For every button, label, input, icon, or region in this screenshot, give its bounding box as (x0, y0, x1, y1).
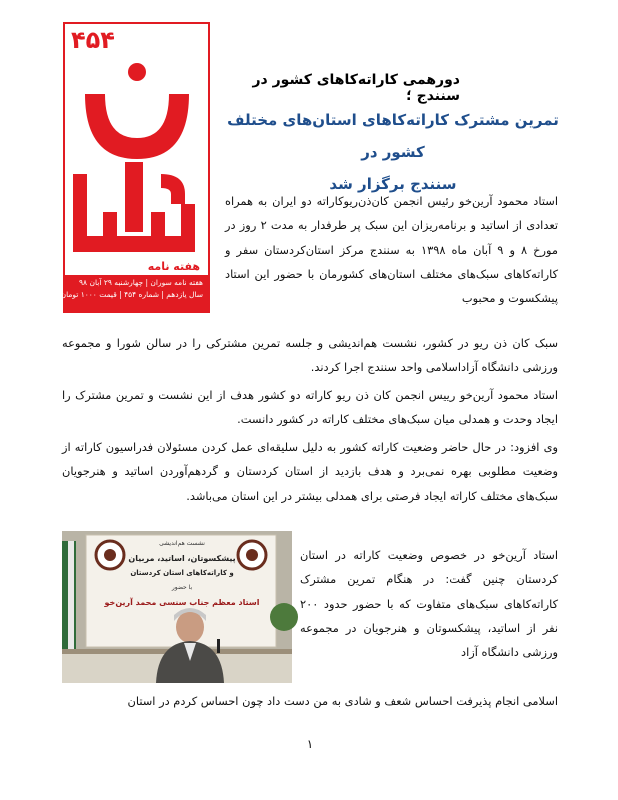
paragraph-6: اسلامی انجام پذیرفت احساس شعف و شادی به من دست داد چون احساس کردم در استان (127, 694, 558, 708)
title-line-2: سنندج برگزار شد (329, 175, 457, 193)
masthead-logo (65, 54, 208, 274)
banner-line-3: و کاراته‌کاهای استان کردستان (130, 569, 234, 577)
paragraph-4: وی افزود: در حال حاضر وضعیت کاراته کشور به دلیل سلیقه‌ای عمل کردن مسئولان فدراسیون کاراته از وضعیت مطلوبی بهره نمی‌برد و هدف بازدید از استان کردستان و گردهم‌آوردن اساتید و هنرجویان سبک‌های مختلف کاراته ایجاد فرصتی برای همدلی بیشتر در این استان می‌باشد. (62, 440, 558, 503)
weekly-label: هفته نامه (147, 260, 200, 273)
pre-title: دورهمی کاراته‌کاهای کشور در سنندج ؛ (252, 72, 460, 104)
masthead-footer (60, 275, 208, 311)
paragraph-5: استاد آرین‌خو در خصوص وضعیت کاراته در استان کردستان چنین گفت: در هنگام تمرین مشترک کاراته‌کاهای سبک‌های متفاوت که با حضور حدود ۲۰۰ نفر از اساتید، پیشکسوتان و هنرجویان در مجموعه ورزشی دانشگاه آزاد (300, 548, 558, 660)
article-title (225, 104, 561, 200)
banner-line-2: پیشکسوتان، اساتید، مربیان (128, 554, 236, 563)
banner-line-5: استاد معظم جناب سنسی محمد آرین‌خو (104, 598, 260, 607)
paragraph-3: استاد محمود آرین‌خو رییس انجمن کان ذن ریو کاراته دو کشور هدف از این نشست و تمرین مشترک را ایجاد وحدت و همدلی میان سبک‌های مختلف کاراته در کشور دانست. (62, 388, 558, 427)
title-line-1: تمرین مشترک کاراته‌کاهای استان‌های مختلف کشور در (227, 111, 559, 161)
paragraph-2: سبک کان ذن ریو در کشور، نشست هم‌اندیشی و جلسه تمرین مشترکی را در سالن شورا و مجموعه ورزشی دانشگاه آزاداسلامی واحد سنندج اجرا کردند. (62, 336, 558, 375)
masthead-issue-line: سال یازدهم | شماره ۴۵۴ | قیمت ۱۰۰۰ تومان (60, 290, 203, 299)
masthead-date-line: هفته نامه سوران | چهارشنبه ۲۹ آبان ۹۸ (79, 278, 203, 287)
banner-line-1: نشست هم‌اندیشی (159, 540, 205, 547)
banner-line-4: با حضور (171, 584, 193, 591)
paragraph-1: استاد محمود آرین‌خو رئیس انجمن کان‌ذن‌ریوکاراته دو ایران به همراه تعدادی از اساتید و برنامه‌ریزان این سبک پر طرفدار به مدت ۲ روز در مورخ ۸ و ۹ آبان ماه ۱۳۹۸ به سنندج مرکز استان‌کردستان سفر و کاراته‌کاهای سبک‌های مختلف استان‌های کشورمان با حضور این استاد پیشکسوت و محبوب (225, 194, 558, 306)
page-number: ۱ (306, 737, 314, 751)
meeting-photo (62, 531, 292, 683)
meeting-photo-illustration (62, 531, 292, 683)
issue-number: ۴۵۴ (71, 26, 115, 54)
newspaper-masthead (60, 22, 210, 313)
